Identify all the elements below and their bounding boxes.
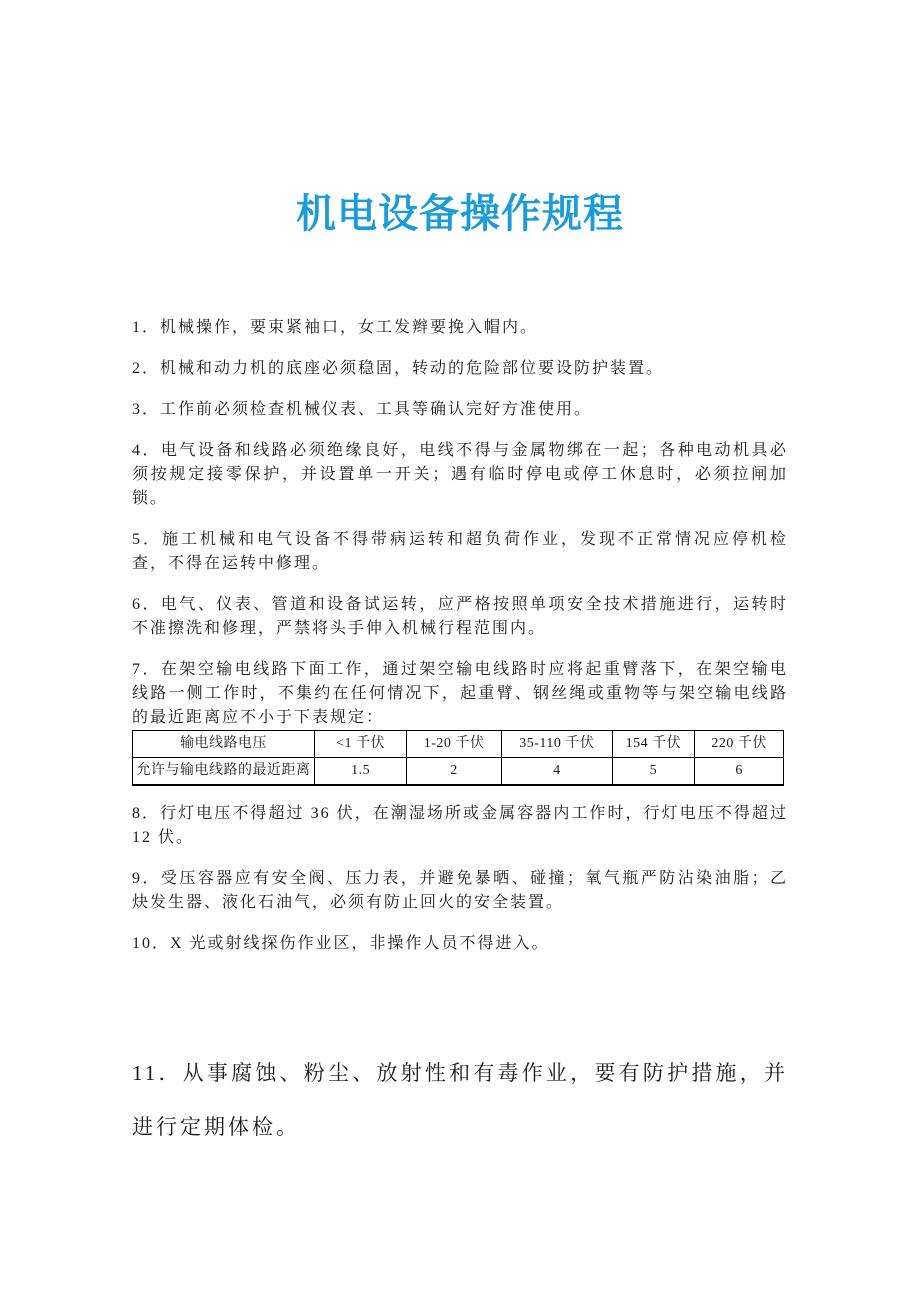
list-item-7: 7．在架空输电线路下面工作，通过架空输电线路时应将起重臂落下，在架空输电线路一侧工作时，不集约在任何情况下，起重臂、钢丝绳或重物等与架空输电线路的最近距离应不小于下表规定： [132, 661, 788, 726]
table-cell-distance-4: 5 [612, 758, 695, 786]
table-cell-voltage-lt1kv: <1 千伏 [315, 731, 407, 758]
list-item-9: 9．受压容器应有安全阀、压力表，并避免暴晒、碰撞；氧气瓶严防沾染油脂；乙炔发生器、液化石油气，必须有防止回火的安全装置。 [132, 870, 788, 911]
list-item-1: 1．机械操作，要束紧袖口，女工发辫要挽入帽内。 [132, 319, 539, 336]
list-item-3: 3．工作前必须检查机械仪表、工具等确认完好方准使用。 [132, 401, 593, 418]
list-item-8: 8．行灯电压不得超过 36 伏，在潮湿场所或金属容器内工作时，行灯电压不得超过 12 伏。 [132, 805, 788, 846]
table-cell-voltage-35-110kv: 35-110 千伏 [502, 731, 613, 758]
list-item-4: 4．电气设备和线路必须绝缘良好，电线不得与金属物绑在一起；各种电动机具必须按规定接零保护，并设置单一开关；遇有临时停电或停工休息时，必须拉闸加锁。 [132, 442, 788, 507]
table-cell-distance-3: 4 [502, 758, 613, 786]
table-cell-distance-1: 1.5 [315, 758, 407, 786]
table-cell-voltage-220kv: 220 千伏 [695, 731, 784, 758]
list-item-6: 6．电气、仪表、管道和设备试运转，应严格按照单项安全技术措施进行，运转时不准擦洗和修理，严禁将头手伸入机械行程范围内。 [132, 596, 788, 637]
table-header-row [133, 731, 784, 758]
list-item-5: 5．施工机械和电气设备不得带病运转和超负荷作业，发现不正常情况应停机检查，不得在运转中修理。 [132, 531, 788, 572]
page-title: 机电设备操作规程 [296, 192, 624, 236]
table-cell-distance-5: 6 [695, 758, 784, 786]
table-cell-voltage-label: 输电线路电压 [133, 731, 315, 758]
table-value-row [133, 758, 784, 786]
list-item-10: 10．X 光或射线探伤作业区，非操作人员不得进入。 [132, 935, 550, 952]
table-cell-distance-2: 2 [407, 758, 502, 786]
table-cell-voltage-1-20kv: 1-20 千伏 [407, 731, 502, 758]
list-item-2: 2．机械和动力机的底座必须稳固，转动的危险部位要设防护装置。 [132, 360, 665, 377]
table-cell-distance-label: 允许与输电线路的最近距离 [133, 758, 315, 786]
list-item-11: 11．从事腐蚀、粉尘、放射性和有毒作业，要有防护措施，并进行定期体检。 [132, 1061, 788, 1139]
table-cell-voltage-154kv: 154 千伏 [612, 731, 695, 758]
voltage-distance-table [132, 730, 784, 786]
